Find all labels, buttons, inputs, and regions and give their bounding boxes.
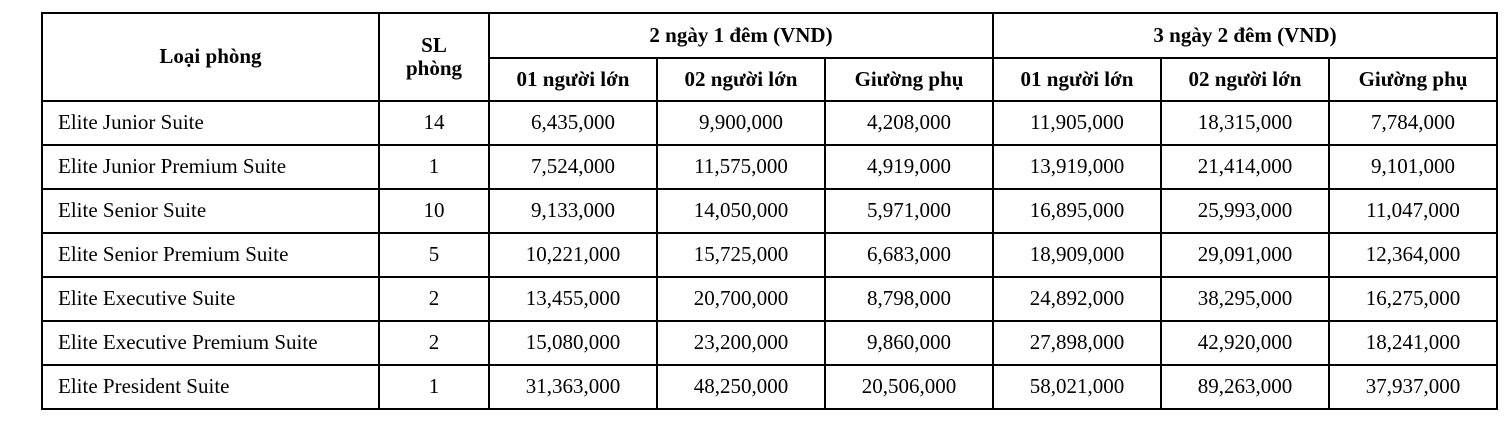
table-row [42,189,1497,233]
price-cell: 12,364,000 [1329,233,1497,277]
table-row [42,365,1497,409]
room-count-cell: 10 [379,189,489,233]
price-cell: 18,241,000 [1329,321,1497,365]
header-row-groups [42,13,1497,58]
price-cell: 7,784,000 [1329,101,1497,145]
price-cell: 18,315,000 [1161,101,1329,145]
table-row [42,321,1497,365]
room-name-cell: Elite Senior Premium Suite [42,233,379,277]
price-cell: 4,208,000 [825,101,993,145]
price-cell: 9,900,000 [657,101,825,145]
room-name-cell: Elite President Suite [42,365,379,409]
price-cell: 10,221,000 [489,233,657,277]
price-cell: 20,700,000 [657,277,825,321]
price-cell: 8,798,000 [825,277,993,321]
price-cell: 7,524,000 [489,145,657,189]
price-cell: 11,905,000 [993,101,1161,145]
price-cell: 6,683,000 [825,233,993,277]
room-name-cell: Elite Junior Suite [42,101,379,145]
table-row [42,233,1497,277]
price-cell: 25,993,000 [1161,189,1329,233]
room-count-cell: 14 [379,101,489,145]
price-cell: 11,575,000 [657,145,825,189]
price-cell: 18,909,000 [993,233,1161,277]
price-cell: 9,101,000 [1329,145,1497,189]
header-room-count-line2: phòng [405,56,463,80]
table-row [42,277,1497,321]
room-count-cell: 1 [379,145,489,189]
table-row [42,101,1497,145]
price-cell: 15,725,000 [657,233,825,277]
header-sub-3d2n-1-adult: 01 người lớn [993,58,1161,101]
price-cell: 9,133,000 [489,189,657,233]
price-cell: 4,919,000 [825,145,993,189]
price-cell: 6,435,000 [489,101,657,145]
price-cell: 11,047,000 [1329,189,1497,233]
header-room-count [379,13,489,101]
price-cell: 48,250,000 [657,365,825,409]
room-name-cell: Elite Executive Premium Suite [42,321,379,365]
price-cell: 24,892,000 [993,277,1161,321]
room-name-cell: Elite Senior Suite [42,189,379,233]
price-cell: 37,937,000 [1329,365,1497,409]
header-group-2d1n: 2 ngày 1 đêm (VND) [489,13,993,58]
header-group-3d2n: 3 ngày 2 đêm (VND) [993,13,1497,58]
price-cell: 31,363,000 [489,365,657,409]
room-price-table [41,12,1498,410]
room-count-cell: 5 [379,233,489,277]
room-count-cell: 2 [379,277,489,321]
header-room-count-line1: SL [421,32,447,57]
price-cell: 89,263,000 [1161,365,1329,409]
price-cell: 21,414,000 [1161,145,1329,189]
header-sub-2d1n-1-adult: 01 người lớn [489,58,657,101]
table-row [42,145,1497,189]
room-count-cell: 1 [379,365,489,409]
header-sub-2d1n-extra-bed: Giường phụ [825,58,993,101]
room-name-cell: Elite Junior Premium Suite [42,145,379,189]
price-cell: 42,920,000 [1161,321,1329,365]
table-header [42,13,1497,101]
header-sub-2d1n-2-adults: 02 người lớn [657,58,825,101]
price-cell: 16,275,000 [1329,277,1497,321]
price-cell: 20,506,000 [825,365,993,409]
price-cell: 38,295,000 [1161,277,1329,321]
room-name-cell: Elite Executive Suite [42,277,379,321]
header-sub-3d2n-2-adults: 02 người lớn [1161,58,1329,101]
price-cell: 5,971,000 [825,189,993,233]
price-cell: 23,200,000 [657,321,825,365]
header-room-type: Loại phòng [42,13,379,101]
price-cell: 15,080,000 [489,321,657,365]
price-cell: 9,860,000 [825,321,993,365]
price-cell: 13,455,000 [489,277,657,321]
room-count-cell: 2 [379,321,489,365]
price-cell: 58,021,000 [993,365,1161,409]
price-cell: 14,050,000 [657,189,825,233]
price-cell: 16,895,000 [993,189,1161,233]
header-sub-3d2n-extra-bed: Giường phụ [1329,58,1497,101]
price-cell: 13,919,000 [993,145,1161,189]
price-cell: 27,898,000 [993,321,1161,365]
price-cell: 29,091,000 [1161,233,1329,277]
table-body [42,101,1497,409]
